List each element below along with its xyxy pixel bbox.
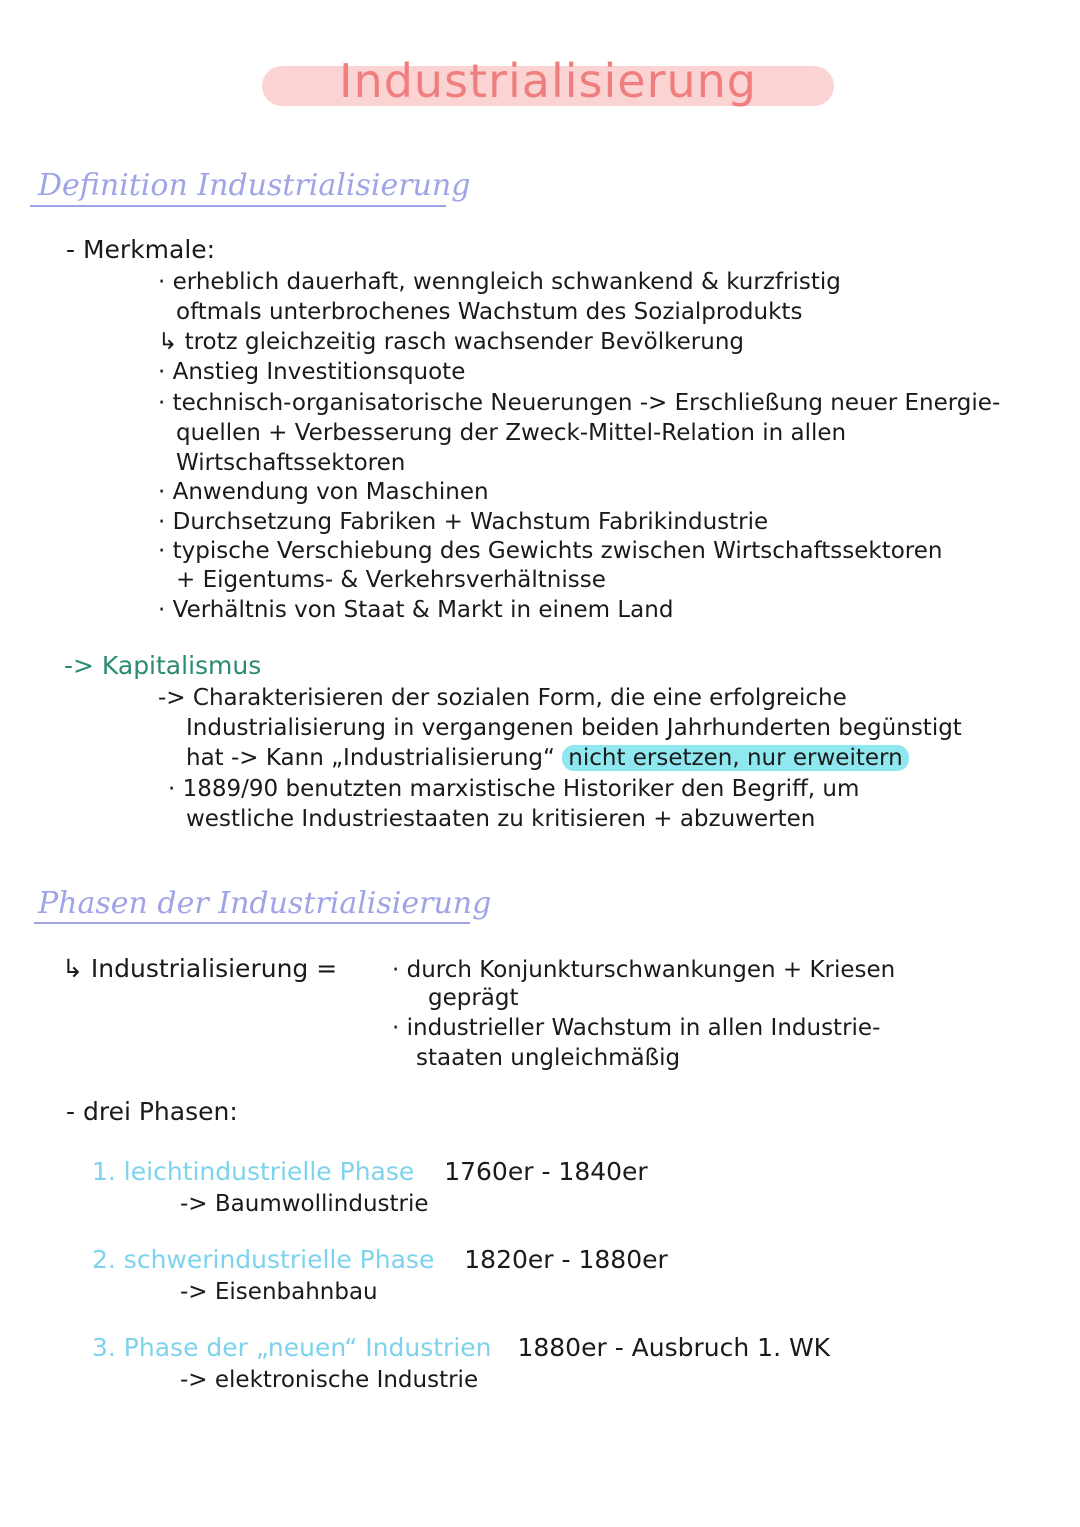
drei-phasen-label: - drei Phasen: xyxy=(66,1097,238,1126)
definition-heading-underline xyxy=(30,205,446,207)
phase-period: 1880er - Ausbruch 1. WK xyxy=(517,1333,831,1362)
kapitalismus-line: · 1889/90 benutzten marxistische Historiker den Begriff, um xyxy=(168,776,860,802)
phasen-heading: Phasen der Industrialisierung xyxy=(38,886,492,921)
merkmal-line: · Anwendung von Maschinen xyxy=(158,479,489,505)
phase-name: 1. leichtindustrielle Phase xyxy=(92,1157,415,1186)
phase-sub: -> elektronische Industrie xyxy=(180,1367,479,1393)
phase-sub: -> Baumwollindustrie xyxy=(180,1191,429,1217)
title-block xyxy=(262,54,834,110)
phasen-intro-line: staaten ungleichmäßig xyxy=(416,1045,681,1071)
phase-item xyxy=(92,1158,648,1186)
merkmal-line: · erheblich dauerhaft, wenngleich schwankend & kurzfristig xyxy=(158,269,841,295)
phase-name: 2. schwerindustrielle Phase xyxy=(92,1245,435,1274)
phasen-heading-underline xyxy=(34,922,470,924)
merkmal-line: oftmals unterbrochenes Wachstum des Sozialprodukts xyxy=(176,299,803,325)
merkmal-line: quellen + Verbesserung der Zweck-Mittel-Relation in allen xyxy=(176,420,847,446)
kapitalismus-line: -> Charakterisieren der sozialen Form, die eine erfolgreiche xyxy=(158,685,847,711)
phasen-intro-line: · industrieller Wachstum in allen Industrie- xyxy=(392,1015,881,1041)
merkmal-line: · technisch-organisatorische Neuerungen -> Erschließung neuer Energie- xyxy=(158,390,1001,416)
merkmale-label: - Merkmale: xyxy=(66,235,216,264)
phasen-intro-line: geprägt xyxy=(428,985,519,1011)
phase-item xyxy=(92,1246,668,1274)
merkmal-line: + Eigentums- & Verkehrsverhältnisse xyxy=(176,567,606,593)
kapitalismus-line: Industrialisierung in vergangenen beiden Jahrhunderten begünstigt xyxy=(186,715,962,741)
phase-period: 1820er - 1880er xyxy=(464,1245,668,1274)
phasen-intro-line: · durch Konjunkturschwankungen + Kriesen xyxy=(392,957,896,983)
phase-item xyxy=(92,1334,830,1362)
merkmal-line: · Anstieg Investitionsquote xyxy=(158,359,466,385)
phase-name: 3. Phase der „neuen“ Industrien xyxy=(92,1333,492,1362)
kapitalismus-line: westliche Industriestaaten zu kritisieren + abzuwerten xyxy=(186,806,816,832)
phase-period: 1760er - 1840er xyxy=(444,1157,648,1186)
phase-sub: -> Eisenbahnbau xyxy=(180,1279,378,1305)
page-title: Industrialisierung xyxy=(339,54,757,108)
merkmal-line: ↳ trotz gleichzeitig rasch wachsender Bevölkerung xyxy=(158,329,744,355)
highlighted-text: nicht ersetzen, nur erweitern xyxy=(562,745,908,771)
kapitalismus-line xyxy=(186,744,909,772)
definition-heading: Definition Industrialisierung xyxy=(38,168,471,203)
phasen-intro-label: ↳ Industrialisierung = xyxy=(62,954,338,983)
merkmal-line: Wirtschaftssektoren xyxy=(176,450,406,476)
merkmal-line: · typische Verschiebung des Gewichts zwischen Wirtschaftssektoren xyxy=(158,538,943,564)
kapitalismus-text: hat -> Kann „Industrialisierung“ xyxy=(186,745,555,771)
merkmal-line: · Durchsetzung Fabriken + Wachstum Fabrikindustrie xyxy=(158,509,769,535)
kapitalismus-label: -> Kapitalismus xyxy=(64,651,262,680)
merkmal-line: · Verhältnis von Staat & Markt in einem Land xyxy=(158,597,674,623)
